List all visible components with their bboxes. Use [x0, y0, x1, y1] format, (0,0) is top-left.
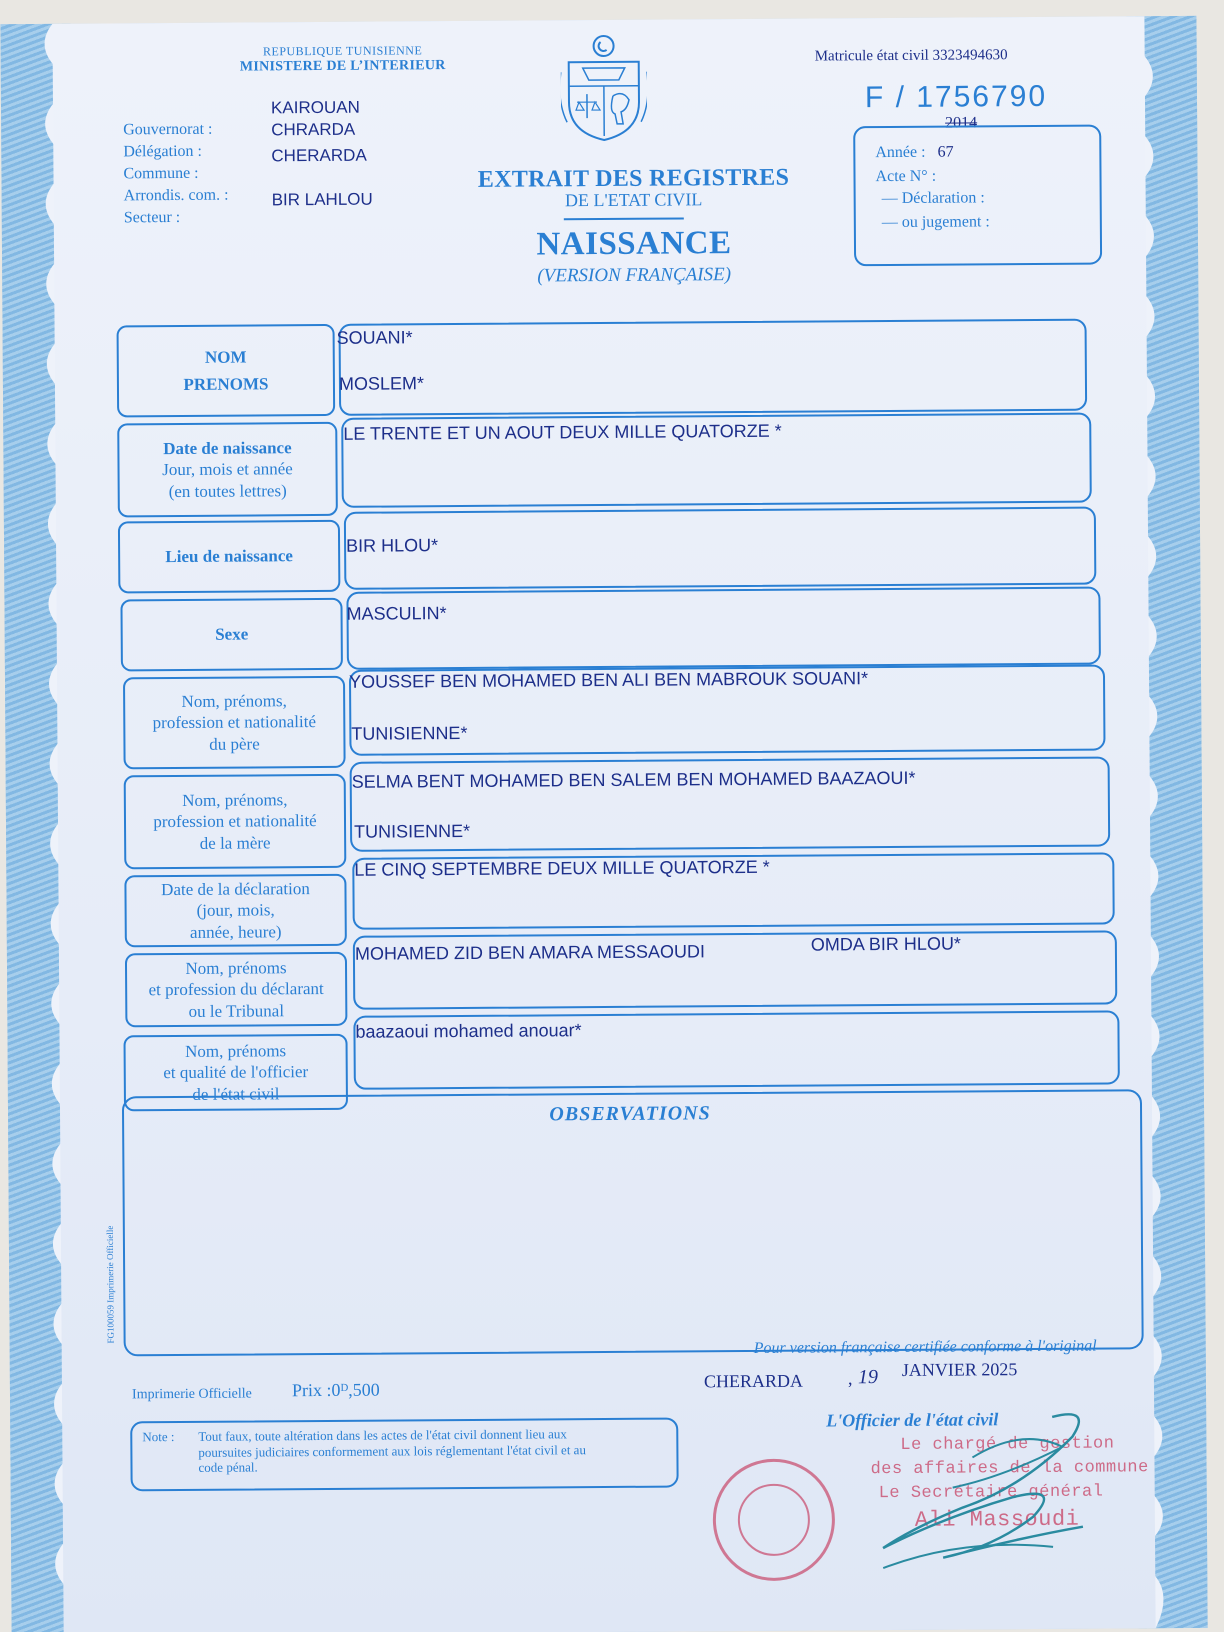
matricule: [815, 47, 1008, 65]
date-naissance-value: LE TRENTE ET UN AOUT DEUX MILLE QUATORZE *: [343, 420, 782, 444]
price: Prix :0ᴰ,500: [291, 1379, 380, 1401]
acte-number-label: Acte N° :: [875, 167, 937, 186]
officier-label-3: de l'état civil: [192, 1083, 280, 1104]
declarant-label-3: ou le Tribunal: [188, 1000, 285, 1021]
legal-note: [130, 1418, 678, 1492]
decl-label-2: (jour, mois,: [196, 900, 275, 921]
sexe-value: MASCULIN*: [346, 603, 447, 624]
date-label-3: (en toutes lettres): [168, 480, 287, 501]
commune-value: CHERARDA: [271, 145, 367, 166]
republic-heading: REPUBLIQUE TUNISIENNE: [262, 43, 423, 59]
pere-label-2: profession et nationalité: [152, 712, 317, 733]
note-line-3: code pénal.: [198, 1459, 258, 1476]
nom-prenoms-field: [336, 319, 1088, 416]
official-seal-icon: [712, 1458, 835, 1581]
sexe-label-text: Sexe: [215, 624, 249, 645]
matricule-label: Matricule état civil: [814, 47, 929, 65]
date-comma: ,: [847, 1368, 853, 1389]
declaration-label: — Déclaration :: [881, 189, 985, 208]
issue-place: CHERARDA: [703, 1370, 804, 1392]
issue-day: 19: [857, 1366, 878, 1389]
arrondissement-label: Arrondis. com. :: [123, 186, 229, 205]
annee-label: Année :: [875, 143, 926, 162]
delegation-value: CHRARDA: [271, 119, 356, 140]
pere-label-1: Nom, prénoms,: [181, 691, 287, 712]
stamp-name: Ali Massoudi: [914, 1506, 1080, 1533]
mere-label-3: de la mère: [199, 832, 271, 853]
decl-label-1: Date de la déclaration: [161, 879, 310, 900]
observations-title: OBSERVATIONS: [549, 1102, 711, 1126]
pere-value-2: TUNISIENNE*: [351, 722, 468, 744]
mere-label-2: profession et nationalité: [153, 811, 317, 832]
document-sheet: [0, 16, 1207, 1632]
annee-row: [875, 144, 953, 163]
declarant-label-1: Nom, prénoms: [185, 958, 287, 979]
document-paper: [52, 16, 1155, 1632]
title-extrait: EXTRAIT DES REGISTRES: [477, 164, 790, 193]
stamp-line-3: Le Secrétaire général: [878, 1482, 1104, 1504]
lieu-naissance-field: [344, 507, 1097, 590]
decl-label-3: année, heure): [189, 921, 282, 942]
stamp-line-1: Le chargé de gestion: [900, 1434, 1115, 1455]
note-line-1: Tout faux, toute altération dans les actes de l'état civil donnent lieu aux: [198, 1426, 567, 1444]
mere-value-1: SELMA BENT MOHAMED BEN SALEM BEN MOHAMED BAAZAOUI*: [351, 767, 916, 792]
lieu-naissance-value: BIR HLOU*: [346, 535, 439, 556]
printed-year: 2014: [945, 114, 978, 132]
pere-label-3: du père: [209, 734, 260, 754]
annee-value: 67: [937, 143, 954, 161]
delegation-label: Délégation :: [123, 142, 203, 161]
note-lead: Note :: [142, 1429, 175, 1445]
lieu-naissance-label: [118, 520, 340, 594]
nom-value: SOUANI*: [336, 327, 413, 348]
imprimerie-label: Imprimerie Officielle: [131, 1386, 252, 1403]
acte-box: [853, 125, 1102, 267]
officier-signature-label: L'Officier de l'état civil: [826, 1409, 999, 1431]
declarant-value-2: OMDA BIR HLOU*: [810, 933, 961, 955]
certification-note: Pour version française certifiée conforme à l'original: [753, 1337, 1097, 1357]
sexe-label: [120, 598, 342, 672]
side-print-code: FG100059 Imprimerie Officielle: [104, 1225, 116, 1344]
signature-icon: [822, 1396, 1143, 1578]
note-line-2: poursuites judiciaires conformement aux lois réglementant l'état civil et au: [198, 1441, 586, 1460]
lieu-label-text: Lieu de naissance: [165, 546, 293, 567]
matricule-value: 3323494630: [932, 47, 1008, 64]
stamp-line-2: des affaires de la commune: [870, 1458, 1149, 1480]
title-divider: [564, 217, 684, 220]
form-number: F / 1756790: [864, 79, 1048, 115]
sexe-field: [346, 587, 1101, 670]
mere-label: [124, 774, 347, 870]
date-label-2: Jour, mois et année: [162, 459, 293, 480]
observations-box: [122, 1089, 1144, 1356]
prenoms-label: PRENOMS: [183, 374, 269, 394]
seal-inner-ring: [738, 1484, 811, 1557]
declaration-date-label: [124, 874, 346, 948]
title-naissance: NAISSANCE: [536, 225, 732, 263]
officier-label-1: Nom, prénoms: [185, 1041, 287, 1062]
date-naissance-label: [117, 422, 338, 518]
commune-label: Commune :: [123, 164, 199, 183]
jugement-label: — ou jugement :: [881, 213, 990, 232]
gouvernorat-value: KAIROUAN: [270, 97, 360, 118]
officier-value: baazaoui mohamed anouar*: [355, 1020, 582, 1042]
secteur-label: Secteur :: [123, 208, 181, 227]
mere-label-1: Nom, prénoms,: [182, 790, 288, 811]
secteur-value: BIR LAHLOU: [271, 189, 373, 210]
declarant-label-2: et profession du déclarant: [148, 979, 324, 1000]
declarant-label: [125, 952, 348, 1028]
issue-month-year: JANVIER 2025: [901, 1359, 1018, 1380]
title-etat-civil: DE L'ETAT CIVIL: [564, 189, 703, 211]
officier-label-2: et qualité de l'officier: [163, 1062, 309, 1083]
pere-label: [123, 676, 346, 770]
prenoms-value: MOSLEM*: [338, 373, 425, 394]
declaration-date-value: LE CINQ SEPTEMBRE DEUX MILLE QUATORZE *: [354, 856, 770, 880]
nom-prenoms-label: [117, 324, 336, 418]
declarant-value-1: MOHAMED ZID BEN AMARA MESSAOUDI: [354, 941, 706, 964]
date-label-1: Date de naissance: [163, 438, 292, 459]
title-version: (VERSION FRANÇAISE): [537, 264, 732, 287]
nom-label: NOM: [204, 347, 247, 367]
tunisia-coat-of-arms-icon: [560, 32, 647, 143]
gouvernorat-label: Gouvernorat :: [123, 120, 213, 139]
mere-value-2: TUNISIENNE*: [354, 820, 471, 842]
pere-value-1: YOUSSEF BEN MOHAMED BEN ALI BEN MABROUK SOUANI*: [348, 668, 869, 692]
ministry-heading: MINISTERE DE L’INTERIEUR: [239, 58, 446, 75]
